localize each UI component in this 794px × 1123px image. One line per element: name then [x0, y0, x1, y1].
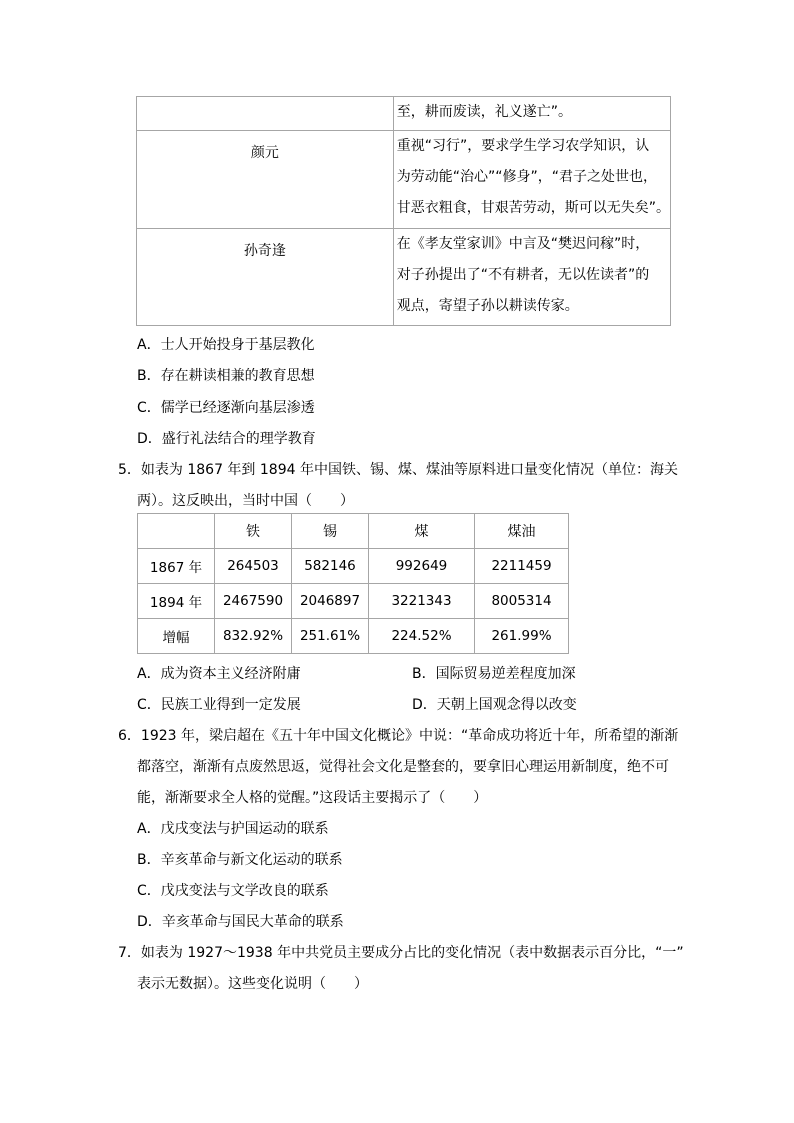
table-cell: 1867 年 — [138, 549, 215, 584]
content-line: 甘恶衣粗食，甘艰苦劳动，斯可以无失矣”。 — [396, 200, 670, 216]
import-volume-table — [137, 513, 569, 654]
teaching-thought-table — [136, 96, 671, 326]
table-cell: 8005314 — [475, 584, 569, 619]
q4-option-c[interactable]: C．儒学已经逐渐向基层渗透 — [137, 400, 315, 416]
q5-option-d[interactable]: D．天朝上国观念得以改变 — [412, 697, 577, 713]
table-cell: 1894 年 — [138, 584, 215, 619]
content-line: 对子孙提出了“不有耕者，无以佐读者”的 — [396, 267, 650, 283]
q5-option-b[interactable]: B．国际贸易逆差程度加深 — [412, 666, 576, 682]
q6-stem-line: 都落空，渐渐有点废然思返，觉得社会文化是整套的，要拿旧心理运用新制度，绝不可 — [137, 759, 669, 775]
table-cell-name — [137, 229, 394, 326]
table-cell-name — [137, 97, 394, 131]
table-cell: 832.92% — [215, 619, 292, 654]
table-cell: 261.99% — [475, 619, 569, 654]
table-cell: 264503 — [215, 549, 292, 584]
q5-option-c[interactable]: C．民族工业得到一定发展 — [137, 697, 301, 713]
q7-stem-line: 表示无数据）。这些变化说明（ ） — [137, 976, 368, 992]
q7-stem-line: 7．如表为 1927～1938 年中共党员主要成分占比的变化情况（表中数据表示百分比，“一” — [118, 945, 684, 961]
table-cell: 2046897 — [292, 584, 369, 619]
table-cell: 582146 — [292, 549, 369, 584]
table-row — [138, 584, 569, 619]
q5-option-a[interactable]: A．成为资本主义经济附庸 — [137, 666, 301, 682]
table-cell: 2211459 — [475, 549, 569, 584]
table-cell-content — [393, 131, 670, 229]
table-cell: 2467590 — [215, 584, 292, 619]
table-row — [137, 229, 671, 326]
content-line: 观点，寄望子孙以耕读传家。 — [396, 298, 579, 314]
table-cell: 251.61% — [292, 619, 369, 654]
table-header-row — [138, 514, 569, 549]
table-cell: 992649 — [369, 549, 475, 584]
q6-option-a[interactable]: A．戊戌变法与护国运动的联系 — [137, 821, 329, 837]
table-header-cell — [138, 514, 215, 549]
table-cell: 224.52% — [369, 619, 475, 654]
q6-option-b[interactable]: B．辛亥革命与新文化运动的联系 — [137, 852, 343, 868]
table-cell-content — [393, 97, 670, 131]
q6-option-d[interactable]: D．辛亥革命与国民大革命的联系 — [137, 914, 344, 930]
table-cell: 增幅 — [138, 619, 215, 654]
person-name: 颜元 — [250, 145, 279, 161]
q4-option-a[interactable]: A．士人开始投身于基层教化 — [137, 337, 315, 353]
content-line: 在《孝友堂家训》中言及“樊迟问稼”时， — [396, 236, 650, 252]
table-cell: 3221343 — [369, 584, 475, 619]
table-header-cell: 铁 — [215, 514, 292, 549]
table-row — [138, 549, 569, 584]
q4-option-b[interactable]: B．存在耕读相兼的教育思想 — [137, 368, 315, 384]
q5-stem-line: 5．如表为 1867 年到 1894 年中国铁、锡、煤、煤油等原料进口量变化情况（单位：海关 — [118, 462, 678, 478]
table-header-cell: 煤 — [369, 514, 475, 549]
table-header-cell: 煤油 — [475, 514, 569, 549]
q6-stem-line: 能，渐渐要求全人格的觉醒。”这段话主要揭示了（ ） — [137, 790, 488, 806]
table-row — [138, 619, 569, 654]
table-row — [137, 97, 671, 131]
content-line: 为劳动能“治心”“修身”，“君子之处世也， — [396, 169, 657, 185]
q4-option-d[interactable]: D．盛行礼法结合的理学教育 — [137, 431, 316, 447]
table-row — [137, 131, 671, 229]
table-cell-content — [393, 229, 670, 326]
content-line: 至，耕而废读，礼义遂亡”。 — [396, 104, 572, 120]
q6-stem-line: 6．1923 年，梁启超在《五十年中国文化概论》中说：“革命成功将近十年，所希望的渐渐 — [118, 728, 679, 744]
person-name: 孙奇逢 — [243, 243, 286, 259]
table-header-cell: 锡 — [292, 514, 369, 549]
table-cell-name — [137, 131, 394, 229]
q5-stem-line: 两）。这反映出，当时中国（ ） — [137, 493, 354, 509]
q6-option-c[interactable]: C．戊戌变法与文学改良的联系 — [137, 883, 329, 899]
content-line: 重视“习行”，要求学生学习农学知识，认 — [396, 138, 650, 154]
